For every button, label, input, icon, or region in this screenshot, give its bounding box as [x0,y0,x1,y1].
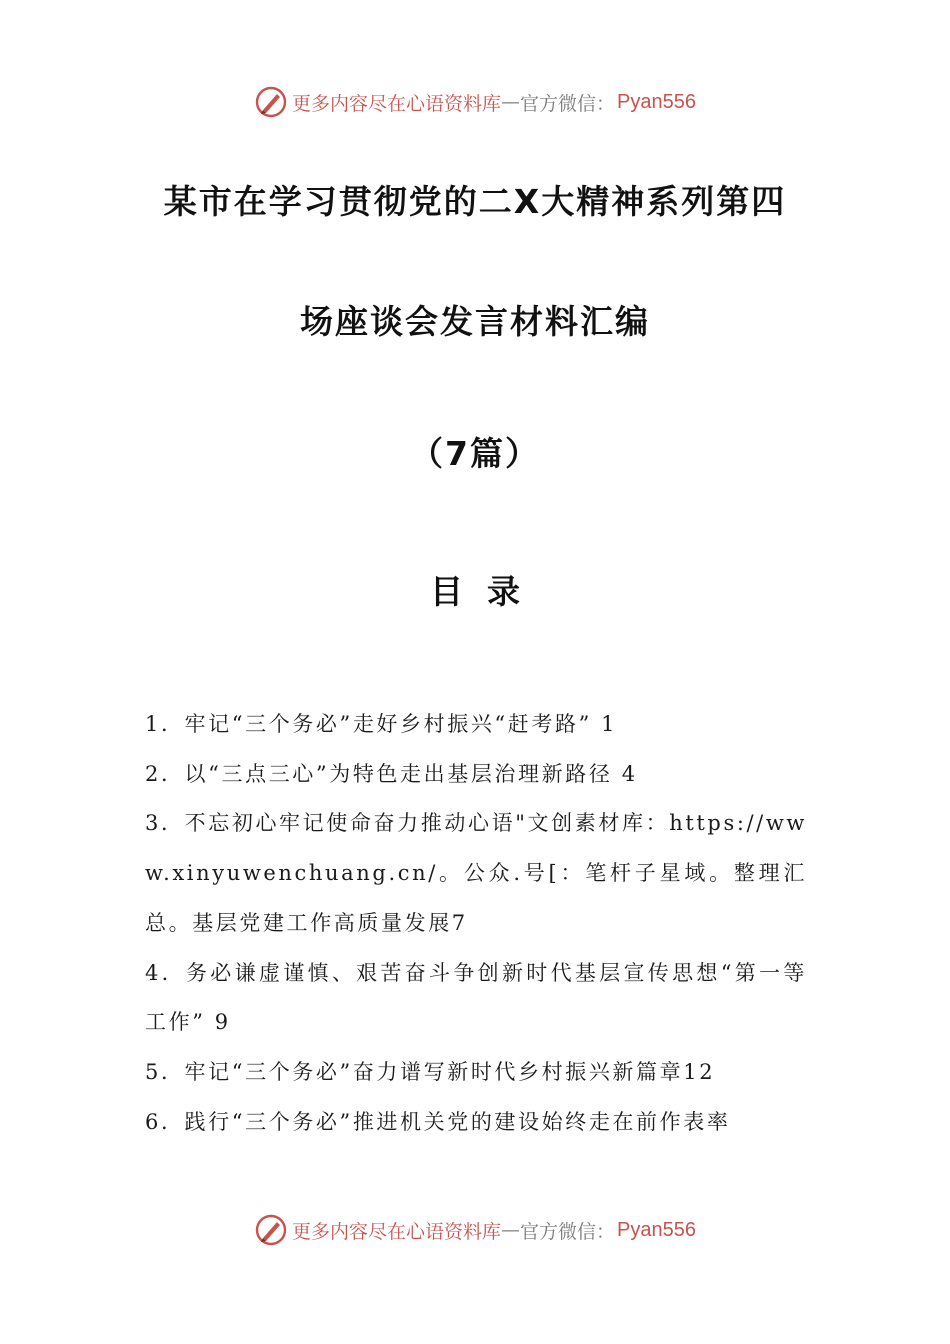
pen-logo-icon [254,85,288,119]
toc-item: 3．不忘初心牢记使命奋力推动心语"文创素材库：https://www.xinyuwenchuang.cn/。公众.号[：笔杆子星域。整理汇总。基层党建工作高质量发展7 [145,811,807,935]
wechat-label: 官方微信： [520,92,616,115]
footer-banner [0,1210,950,1250]
wechat-id: Pyan556 [617,1218,696,1241]
toc-item: 4．务必谦虚谨慎、艰苦奋斗争创新时代基层宣传思想“第一等工作” 9 [145,960,807,1035]
toc-heading: 目录 [430,572,544,611]
toc-item: 2．以“三点三心”为特色走出基层治理新路径 4 [145,761,638,786]
document-title-line-1: 某市在学习贯彻党的二X大精神系列第四 [163,182,787,221]
toc-item: 5．牢记“三个务必”奋力谱写新时代乡村振兴新篇章12 [145,1059,716,1084]
banner-text: 更多内容尽在心语资料库 [292,1220,502,1243]
wechat-id: Pyan556 [617,90,696,113]
banner-dash: — [501,91,521,113]
toc-item: 1．牢记“三个务必”走好乡村振兴“赶考路” 1 [145,712,618,736]
toc-item: 6．践行“三个务必”推进机关党的建设始终走在前作表率 [145,1109,731,1134]
document-title-line-2: 场座谈会发言材料汇编 [300,302,650,341]
document-title-count: （7篇） [410,434,540,473]
banner-dash: — [501,1219,521,1241]
pen-logo-icon [254,1213,288,1247]
header-banner [0,82,950,122]
banner-text: 更多内容尽在心语资料库 [292,92,502,115]
table-of-contents [145,700,807,1147]
wechat-label: 官方微信： [520,1220,616,1243]
